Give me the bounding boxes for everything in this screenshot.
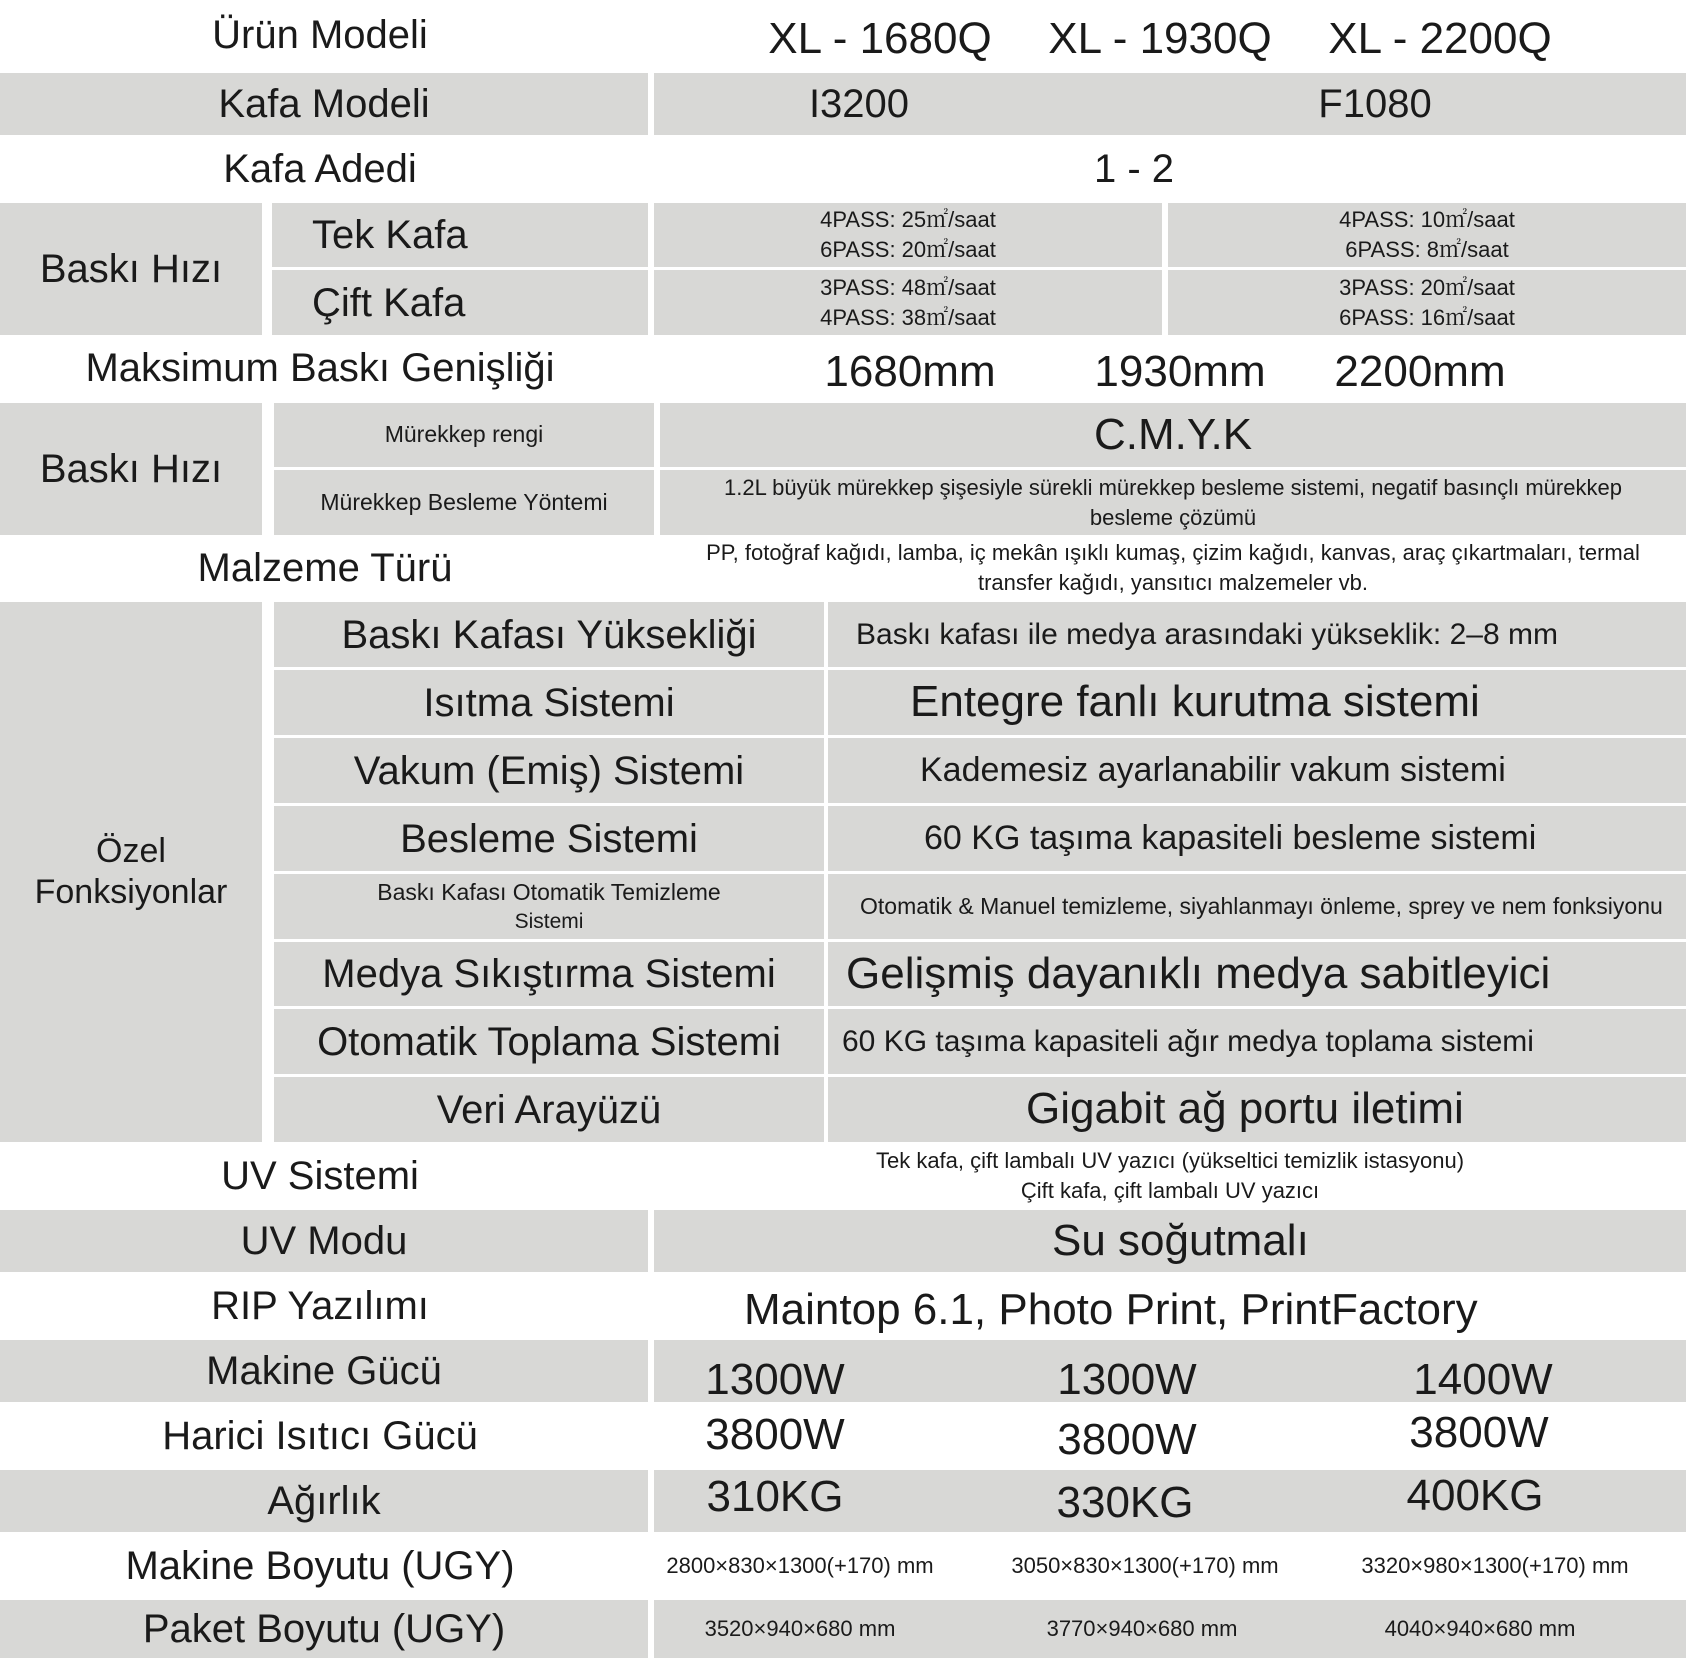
model-xl-1680q: XL - 1680Q — [745, 0, 1015, 78]
label-vacuum-system: Vakum (Emiş) Sistemi — [274, 738, 824, 803]
label-line: Baskı Kafası Otomatik Temizleme — [377, 878, 721, 905]
label-machine-size: Makine Boyutu (UGY) — [0, 1535, 640, 1597]
head-count-value: 1 - 2 — [654, 138, 1614, 200]
package-size-2200: 4040×940×680 mm — [1384, 1616, 1576, 1642]
machine-size-2200: 3320×980×1300(+170) mm — [1345, 1535, 1645, 1597]
speed-line: 6PASS: 8㎡/saat — [1345, 237, 1509, 262]
label-material-type: Malzeme Türü — [0, 537, 650, 599]
value-media-clamp: Gelişmiş dayanıklı medya sabitleyici — [828, 942, 1686, 1006]
label-single-head: Tek Kafa — [272, 203, 648, 267]
label-rip-software: RIP Yazılımı — [0, 1275, 640, 1337]
speed-line: 4PASS: 38㎡/saat — [820, 304, 996, 330]
heater-1680: 3800W — [705, 1409, 845, 1459]
label-double-head: Çift Kafa — [272, 270, 648, 335]
label-ink-section: Baskı Hızı — [0, 403, 262, 535]
speed-line: 6PASS: 20㎡/saat — [820, 237, 996, 262]
value-vacuum-system: Kademesiz ayarlanabilir vakum sistemi — [828, 738, 1686, 803]
label-head-count: Kafa Adedi — [0, 138, 640, 200]
max-width-1680: 1680mm — [790, 337, 1030, 407]
weight-2200: 400KG — [1406, 1470, 1544, 1520]
label-ink-supply: Mürekkep Besleme Yöntemi — [274, 470, 654, 535]
label-special-functions — [0, 602, 262, 1142]
speed-line: 4PASS: 10㎡/saat — [1339, 207, 1515, 233]
speed-line: 3PASS: 48㎡/saat — [820, 274, 996, 300]
max-width-2200: 2200mm — [1300, 337, 1540, 407]
label-package-size: Paket Boyutu (UGY) — [0, 1600, 648, 1658]
label-print-speed: Baskı Hızı — [0, 203, 262, 335]
label-external-heater-power: Harici Isıtıcı Gücü — [0, 1405, 640, 1467]
heater-1930: 3800W — [1057, 1414, 1197, 1464]
value-head-height: Baskı kafası ile medya arasındaki yükseklik: 2–8 mm — [828, 602, 1686, 667]
weight-1680: 310KG — [706, 1471, 844, 1521]
value-heating-system: Entegre fanlı kurutma sistemi — [828, 670, 1686, 735]
label-head-height: Baskı Kafası Yüksekliği — [274, 602, 824, 667]
uv-system-line: Tek kafa, çift lambalı UV yazıcı (yükseltici temizlik istasyonu) — [875, 1148, 1465, 1174]
package-size-1930: 3770×940×680 mm — [1046, 1616, 1238, 1642]
label-max-print-width: Maksimum Baskı Genişliği — [0, 337, 640, 399]
speed-double-i3200 — [654, 270, 1162, 335]
model-xl-2200q: XL - 2200Q — [1300, 0, 1580, 78]
label-line: Fonksiyonlar — [34, 873, 228, 911]
package-size-1680: 3520×940×680 mm — [704, 1616, 896, 1642]
label-head-model: Kafa Modeli — [0, 73, 648, 135]
uv-mode-value: Su soğutmalı — [654, 1210, 1686, 1272]
head-model-f1080: F1080 — [1064, 73, 1686, 135]
max-width-1930: 1930mm — [1060, 337, 1300, 407]
heater-2200: 3800W — [1409, 1407, 1549, 1457]
head-model-i3200: I3200 — [654, 73, 1064, 135]
machine-size-1680: 2800×830×1300(+170) mm — [660, 1535, 940, 1597]
value-feeding-system: 60 KG taşıma kapasiteli besleme sistemi — [828, 806, 1686, 871]
power-1930: 1300W — [1057, 1354, 1197, 1404]
label-line: Sistemi — [514, 909, 584, 933]
label-machine-power: Makine Gücü — [0, 1340, 648, 1402]
model-xl-1930q: XL - 1930Q — [1025, 0, 1295, 78]
material-type-value: PP, fotoğraf kağıdı, lamba, iç mekân ışıklı kumaş, çizim kağıdı, kanvas, araç çıkartmaları, termal transfer kağıdı, yansıtıcı malzemeler vb. — [660, 537, 1686, 599]
speed-line: 3PASS: 20㎡/saat — [1339, 274, 1515, 300]
label-uv-mode: UV Modu — [0, 1210, 648, 1272]
label-line: Özel — [96, 832, 166, 871]
label-media-clamp: Medya Sıkıştırma Sistemi — [274, 942, 824, 1006]
speed-single-i3200 — [654, 203, 1162, 267]
ink-color-value: C.M.Y.K — [660, 403, 1686, 467]
label-auto-cleaning — [274, 874, 824, 939]
value-data-interface: Gigabit ağ portu iletimi — [828, 1077, 1686, 1142]
label-ink-color: Mürekkep rengi — [274, 403, 654, 467]
label-feeding-system: Besleme Sistemi — [274, 806, 824, 871]
uv-system-line: Çift kafa, çift lambalı UV yazıcı — [1020, 1178, 1320, 1203]
label-product-model: Ürün Modeli — [0, 0, 640, 70]
weight-1930: 330KG — [1056, 1477, 1194, 1527]
value-auto-cleaning: Otomatik & Manuel temizleme, siyahlanmayı önleme, sprey ve nem fonksiyonu — [828, 874, 1686, 939]
speed-double-f1080 — [1168, 270, 1686, 335]
machine-size-1930: 3050×830×1300(+170) mm — [995, 1535, 1295, 1597]
label-data-interface: Veri Arayüzü — [274, 1077, 824, 1142]
speed-line: 6PASS: 16㎡/saat — [1339, 304, 1515, 330]
label-auto-takeup: Otomatik Toplama Sistemi — [274, 1009, 824, 1074]
label-uv-system: UV Sistemi — [0, 1145, 640, 1207]
rip-software-value: Maintop 6.1, Photo Print, PrintFactory — [654, 1275, 1686, 1345]
value-auto-takeup: 60 KG taşıma kapasiteli ağır medya toplama sistemi — [828, 1009, 1686, 1074]
ink-supply-value: 1.2L büyük mürekkep şişesiyle sürekli mürekkep besleme sistemi, negatif basınçlı mürekkep besleme çözümü — [660, 470, 1686, 535]
uv-system-value — [654, 1145, 1686, 1207]
power-2200: 1400W — [1413, 1354, 1553, 1404]
speed-single-f1080 — [1168, 203, 1686, 267]
speed-line: 4PASS: 25㎡/saat — [820, 207, 996, 233]
label-heating-system: Isıtma Sistemi — [274, 670, 824, 735]
label-weight: Ağırlık — [0, 1470, 648, 1532]
power-1680: 1300W — [705, 1354, 845, 1404]
